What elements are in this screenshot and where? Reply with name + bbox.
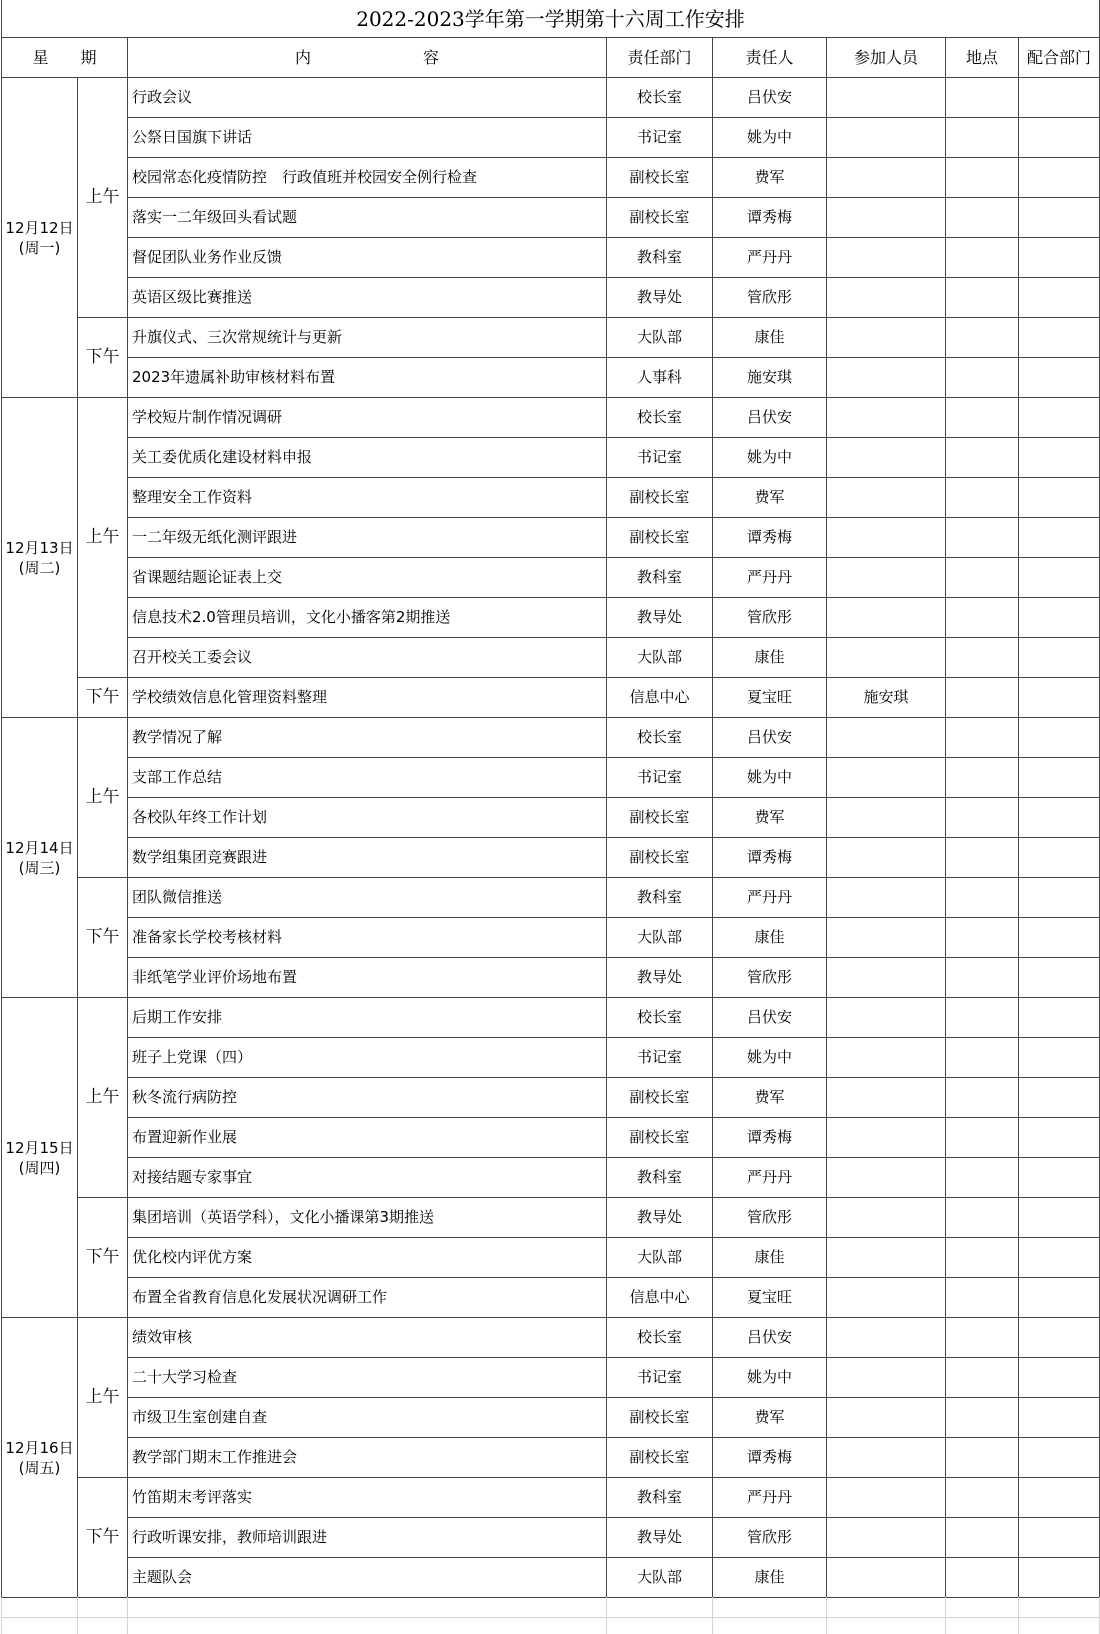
person-cell: 吕伏安 — [746, 1328, 792, 1346]
day-date: 12月16日 — [5, 1438, 74, 1457]
content-cell: 数学组集团竞赛跟进 — [132, 848, 268, 866]
day-date: 12月15日 — [5, 1138, 74, 1157]
period-label: 上午 — [85, 527, 120, 547]
dept-cell: 教导处 — [636, 968, 682, 986]
content-cell: 关工委优质化建设材料申报 — [132, 448, 313, 466]
person-cell: 吕伏安 — [746, 88, 792, 106]
content-cell: 优化校内评优方案 — [132, 1248, 253, 1266]
participants-cell — [827, 1278, 945, 1317]
period-label: 下午 — [85, 1247, 120, 1267]
coop-cell — [1019, 398, 1099, 437]
content-cell: 落实一二年级回头看试题 — [132, 208, 298, 226]
person-cell: 姚为中 — [746, 128, 792, 146]
person-cell: 谭秀梅 — [746, 1448, 792, 1466]
dept-cell: 教导处 — [636, 1208, 682, 1226]
person-cell: 康佳 — [754, 1248, 785, 1266]
content-cell: 召开校关工委会议 — [132, 648, 253, 666]
location-cell — [946, 1318, 1018, 1357]
content-cell: 布置全省教育信息化发展状况调研工作 — [132, 1288, 388, 1306]
dept-cell: 教科室 — [636, 888, 682, 906]
person-cell: 康佳 — [754, 1568, 785, 1586]
participants-cell — [827, 1558, 945, 1597]
participants-cell — [827, 198, 945, 237]
period-label: 下午 — [85, 687, 120, 707]
person-cell: 谭秀梅 — [746, 848, 792, 866]
person-cell: 费军 — [754, 488, 785, 506]
participants-cell: 施安琪 — [863, 688, 909, 706]
participants-cell — [827, 1318, 945, 1357]
person-cell: 吕伏安 — [746, 728, 792, 746]
participants-cell — [827, 278, 945, 317]
participants-cell — [827, 1158, 945, 1197]
coop-cell — [1019, 798, 1099, 837]
location-cell — [946, 438, 1018, 477]
page-title: 2022-2023学年第一学期第十六周工作安排 — [356, 6, 745, 31]
location-cell — [946, 878, 1018, 917]
participants-cell — [827, 238, 945, 277]
participants-cell — [827, 918, 945, 957]
content-cell: 支部工作总结 — [132, 768, 223, 786]
dept-cell: 教科室 — [636, 1168, 682, 1186]
participants-cell — [827, 558, 945, 597]
participants-cell — [827, 438, 945, 477]
coop-cell — [1019, 1078, 1099, 1117]
coop-cell — [1019, 198, 1099, 237]
header-person: 责任人 — [745, 48, 794, 67]
coop-cell — [1019, 1518, 1099, 1557]
location-cell — [946, 398, 1018, 437]
content-cell: 秋冬流行病防控 — [132, 1088, 238, 1106]
dept-cell: 副校长室 — [629, 1088, 690, 1106]
content-cell: 学校短片制作情况调研 — [132, 408, 283, 426]
grid-line-horizontal — [1, 1617, 1099, 1618]
dept-cell: 校长室 — [636, 88, 682, 106]
person-cell: 康佳 — [754, 648, 785, 666]
dept-cell: 副校长室 — [629, 208, 690, 226]
header-participants: 参加人员 — [853, 48, 918, 67]
location-cell — [946, 718, 1018, 757]
content-cell: 非纸笔学业评价场地布置 — [132, 968, 298, 986]
grid-line-horizontal — [1, 77, 1099, 78]
grid-line-vertical — [826, 1597, 827, 1634]
grid-line-horizontal — [1, 37, 1099, 38]
location-cell — [946, 1078, 1018, 1117]
coop-cell — [1019, 1478, 1099, 1517]
coop-cell — [1019, 318, 1099, 357]
grid-line-vertical — [606, 37, 607, 1597]
coop-cell — [1019, 1358, 1099, 1397]
person-cell: 管欣彤 — [746, 1208, 792, 1226]
location-cell — [946, 838, 1018, 877]
person-cell: 管欣彤 — [746, 968, 792, 986]
content-cell: 学校绩效信息化管理资料整理 — [132, 688, 328, 706]
participants-cell — [827, 1198, 945, 1237]
coop-cell — [1019, 718, 1099, 757]
person-cell: 严丹丹 — [746, 1168, 792, 1186]
participants-cell — [827, 878, 945, 917]
dept-cell: 教导处 — [636, 1528, 682, 1546]
location-cell — [946, 638, 1018, 677]
dept-cell: 副校长室 — [629, 528, 690, 546]
period-label: 下午 — [85, 1527, 120, 1547]
dept-cell: 信息中心 — [629, 1288, 690, 1306]
location-cell — [946, 758, 1018, 797]
grid-line-vertical — [712, 37, 713, 1597]
person-cell: 夏宝旺 — [746, 688, 792, 706]
day-weekday: (周二) — [18, 558, 61, 577]
header-location: 地点 — [965, 48, 998, 67]
person-cell: 严丹丹 — [746, 888, 792, 906]
grid-line-vertical — [77, 77, 78, 1597]
grid-line-vertical — [1018, 1597, 1019, 1634]
content-cell: 信息技术2.0管理员培训，文化小播客第2期推送 — [132, 608, 451, 626]
grid-line-horizontal — [1, 1597, 1099, 1598]
person-cell: 费军 — [754, 168, 785, 186]
coop-cell — [1019, 878, 1099, 917]
header-day: 星 期 — [32, 48, 97, 67]
location-cell — [946, 198, 1018, 237]
content-cell: 后期工作安排 — [132, 1008, 223, 1026]
location-cell — [946, 1518, 1018, 1557]
content-cell: 一二年级无纸化测评跟进 — [132, 528, 298, 546]
participants-cell — [827, 318, 945, 357]
location-cell — [946, 158, 1018, 197]
coop-cell — [1019, 1158, 1099, 1197]
grid-line-vertical — [712, 1597, 713, 1634]
person-cell: 严丹丹 — [746, 248, 792, 266]
day-date-cell — [2, 718, 77, 997]
person-cell: 费军 — [754, 1088, 785, 1106]
participants-cell — [827, 1358, 945, 1397]
location-cell — [946, 278, 1018, 317]
person-cell: 姚为中 — [746, 768, 792, 786]
grid-line-vertical — [127, 1597, 128, 1634]
coop-cell — [1019, 1198, 1099, 1237]
person-cell: 夏宝旺 — [746, 1288, 792, 1306]
location-cell — [946, 1158, 1018, 1197]
content-cell: 主题队会 — [132, 1568, 193, 1586]
location-cell — [946, 998, 1018, 1037]
coop-cell — [1019, 478, 1099, 517]
location-cell — [946, 518, 1018, 557]
participants-cell — [827, 358, 945, 397]
dept-cell: 副校长室 — [629, 848, 690, 866]
location-cell — [946, 1038, 1018, 1077]
dept-cell: 教科室 — [636, 248, 682, 266]
content-cell: 集团培训（英语学科），文化小播课第3期推送 — [132, 1208, 435, 1226]
content-cell: 竹笛期末考评落实 — [132, 1488, 253, 1506]
content-cell: 整理安全工作资料 — [132, 488, 253, 506]
dept-cell: 大队部 — [636, 1568, 682, 1586]
person-cell: 严丹丹 — [746, 1488, 792, 1506]
coop-cell — [1019, 78, 1099, 117]
period-label: 下午 — [85, 347, 120, 367]
location-cell — [946, 1238, 1018, 1277]
dept-cell: 大队部 — [636, 648, 682, 666]
person-cell: 吕伏安 — [746, 408, 792, 426]
day-date-cell — [2, 78, 77, 397]
grid-line-vertical — [77, 1597, 78, 1634]
location-cell — [946, 598, 1018, 637]
day-weekday: (周五) — [18, 1458, 61, 1477]
dept-cell: 校长室 — [636, 728, 682, 746]
participants-cell — [827, 158, 945, 197]
participants-cell — [827, 958, 945, 997]
grid-line-vertical — [1, 0, 2, 37]
person-cell: 严丹丹 — [746, 568, 792, 586]
person-cell: 谭秀梅 — [746, 1128, 792, 1146]
content-cell: 对接结题专家事宜 — [132, 1168, 253, 1186]
participants-cell — [827, 398, 945, 437]
participants-cell — [827, 1438, 945, 1477]
coop-cell — [1019, 1438, 1099, 1477]
coop-cell — [1019, 838, 1099, 877]
dept-cell: 校长室 — [636, 1328, 682, 1346]
person-cell: 姚为中 — [746, 448, 792, 466]
content-cell: 二十大学习检查 — [132, 1368, 238, 1386]
content-cell: 督促团队业务作业反馈 — [132, 248, 283, 266]
person-cell: 谭秀梅 — [746, 528, 792, 546]
location-cell — [946, 1358, 1018, 1397]
person-cell: 管欣彤 — [746, 1528, 792, 1546]
day-date-cell — [2, 1318, 77, 1597]
location-cell — [946, 318, 1018, 357]
coop-cell — [1019, 758, 1099, 797]
content-cell: 教学部门期末工作推进会 — [132, 1448, 298, 1466]
location-cell — [946, 1198, 1018, 1237]
coop-cell — [1019, 958, 1099, 997]
day-weekday: (周一) — [18, 238, 61, 257]
content-cell: 班子上党课（四） — [132, 1048, 253, 1066]
coop-cell — [1019, 518, 1099, 557]
person-cell: 管欣彤 — [746, 608, 792, 626]
participants-cell — [827, 598, 945, 637]
dept-cell: 副校长室 — [629, 1408, 690, 1426]
location-cell — [946, 238, 1018, 277]
dept-cell: 教科室 — [636, 1488, 682, 1506]
content-cell: 校园常态化疫情防控 行政值班并校园安全例行检查 — [132, 168, 478, 186]
day-date: 12月14日 — [5, 838, 74, 857]
coop-cell — [1019, 358, 1099, 397]
location-cell — [946, 478, 1018, 517]
dept-cell: 大队部 — [636, 328, 682, 346]
period-label: 上午 — [85, 187, 120, 207]
day-weekday: (周四) — [18, 1158, 61, 1177]
participants-cell — [827, 998, 945, 1037]
day-date-cell — [2, 398, 77, 717]
person-cell: 吕伏安 — [746, 1008, 792, 1026]
coop-cell — [1019, 918, 1099, 957]
participants-cell — [827, 478, 945, 517]
participants-cell — [827, 758, 945, 797]
content-cell: 2023年遗属补助审核材料布置 — [132, 368, 336, 386]
day-date-cell — [2, 998, 77, 1317]
location-cell — [946, 1558, 1018, 1597]
period-label: 上午 — [85, 1387, 120, 1407]
person-cell: 谭秀梅 — [746, 208, 792, 226]
content-cell: 市级卫生室创建自查 — [132, 1408, 268, 1426]
person-cell: 施安琪 — [746, 368, 792, 386]
coop-cell — [1019, 1278, 1099, 1317]
participants-cell — [827, 1518, 945, 1557]
content-cell: 教学情况了解 — [132, 728, 223, 746]
person-cell: 姚为中 — [746, 1368, 792, 1386]
coop-cell — [1019, 998, 1099, 1037]
content-cell: 准备家长学校考核材料 — [132, 928, 283, 946]
participants-cell — [827, 798, 945, 837]
dept-cell: 书记室 — [636, 1368, 682, 1386]
location-cell — [946, 558, 1018, 597]
coop-cell — [1019, 1318, 1099, 1357]
location-cell — [946, 678, 1018, 717]
coop-cell — [1019, 598, 1099, 637]
dept-cell: 书记室 — [636, 768, 682, 786]
dept-cell: 书记室 — [636, 128, 682, 146]
dept-cell: 教科室 — [636, 568, 682, 586]
location-cell — [946, 118, 1018, 157]
location-cell — [946, 958, 1018, 997]
coop-cell — [1019, 678, 1099, 717]
day-weekday: (周三) — [18, 858, 61, 877]
dept-cell: 人事科 — [636, 368, 682, 386]
grid-line-vertical — [1018, 37, 1019, 1597]
header-coop: 配合部门 — [1026, 48, 1091, 67]
participants-cell — [827, 518, 945, 557]
dept-cell: 书记室 — [636, 448, 682, 466]
participants-cell — [827, 838, 945, 877]
dept-cell: 教导处 — [636, 288, 682, 306]
location-cell — [946, 1438, 1018, 1477]
header-content: 内 容 — [294, 48, 439, 67]
coop-cell — [1019, 558, 1099, 597]
person-cell: 费军 — [754, 1408, 785, 1426]
participants-cell — [827, 1238, 945, 1277]
period-label: 下午 — [85, 927, 120, 947]
participants-cell — [827, 638, 945, 677]
dept-cell: 副校长室 — [629, 168, 690, 186]
content-cell: 行政听课安排，教师培训跟进 — [132, 1528, 328, 1546]
person-cell: 姚为中 — [746, 1048, 792, 1066]
participants-cell — [827, 118, 945, 157]
content-cell: 布置迎新作业展 — [132, 1128, 238, 1146]
coop-cell — [1019, 1118, 1099, 1157]
participants-cell — [827, 1398, 945, 1437]
content-cell: 公祭日国旗下讲话 — [132, 128, 253, 146]
participants-cell — [827, 1478, 945, 1517]
participants-cell — [827, 1118, 945, 1157]
period-label: 上午 — [85, 787, 120, 807]
location-cell — [946, 1398, 1018, 1437]
grid-line-vertical — [826, 37, 827, 1597]
dept-cell: 副校长室 — [629, 488, 690, 506]
coop-cell — [1019, 1038, 1099, 1077]
grid-line-vertical — [1, 1597, 2, 1634]
location-cell — [946, 1278, 1018, 1317]
dept-cell: 大队部 — [636, 1248, 682, 1266]
location-cell — [946, 798, 1018, 837]
coop-cell — [1019, 238, 1099, 277]
dept-cell: 副校长室 — [629, 1448, 690, 1466]
person-cell: 康佳 — [754, 928, 785, 946]
coop-cell — [1019, 1398, 1099, 1437]
person-cell: 康佳 — [754, 328, 785, 346]
dept-cell: 书记室 — [636, 1048, 682, 1066]
person-cell: 费军 — [754, 808, 785, 826]
coop-cell — [1019, 278, 1099, 317]
dept-cell: 大队部 — [636, 928, 682, 946]
location-cell — [946, 78, 1018, 117]
grid-line-vertical — [945, 37, 946, 1597]
participants-cell — [827, 1078, 945, 1117]
coop-cell — [1019, 118, 1099, 157]
dept-cell: 副校长室 — [629, 1128, 690, 1146]
grid-line-vertical — [945, 1597, 946, 1634]
content-cell: 团队微信推送 — [132, 888, 223, 906]
dept-cell: 校长室 — [636, 408, 682, 426]
coop-cell — [1019, 158, 1099, 197]
dept-cell: 校长室 — [636, 1008, 682, 1026]
grid-line-vertical — [1, 37, 2, 1597]
dept-cell: 教导处 — [636, 608, 682, 626]
location-cell — [946, 1478, 1018, 1517]
location-cell — [946, 1118, 1018, 1157]
coop-cell — [1019, 1238, 1099, 1277]
content-cell: 升旗仪式、三次常规统计与更新 — [132, 328, 343, 346]
day-date: 12月12日 — [5, 218, 74, 237]
person-cell: 管欣彤 — [746, 288, 792, 306]
grid-line-vertical — [606, 1597, 607, 1634]
dept-cell: 信息中心 — [629, 688, 690, 706]
header-dept: 责任部门 — [627, 48, 692, 67]
participants-cell — [827, 718, 945, 757]
coop-cell — [1019, 638, 1099, 677]
location-cell — [946, 358, 1018, 397]
day-date: 12月13日 — [5, 538, 74, 557]
dept-cell: 副校长室 — [629, 808, 690, 826]
period-label: 上午 — [85, 1087, 120, 1107]
content-cell: 各校队年终工作计划 — [132, 808, 268, 826]
content-cell: 行政会议 — [132, 88, 193, 106]
content-cell: 省课题结题论证表上交 — [132, 568, 283, 586]
content-cell: 英语区级比赛推送 — [132, 288, 253, 306]
grid-line-vertical — [127, 37, 128, 1597]
coop-cell — [1019, 438, 1099, 477]
participants-cell — [827, 1038, 945, 1077]
coop-cell — [1019, 1558, 1099, 1597]
content-cell: 绩效审核 — [132, 1328, 193, 1346]
location-cell — [946, 918, 1018, 957]
participants-cell — [827, 78, 945, 117]
